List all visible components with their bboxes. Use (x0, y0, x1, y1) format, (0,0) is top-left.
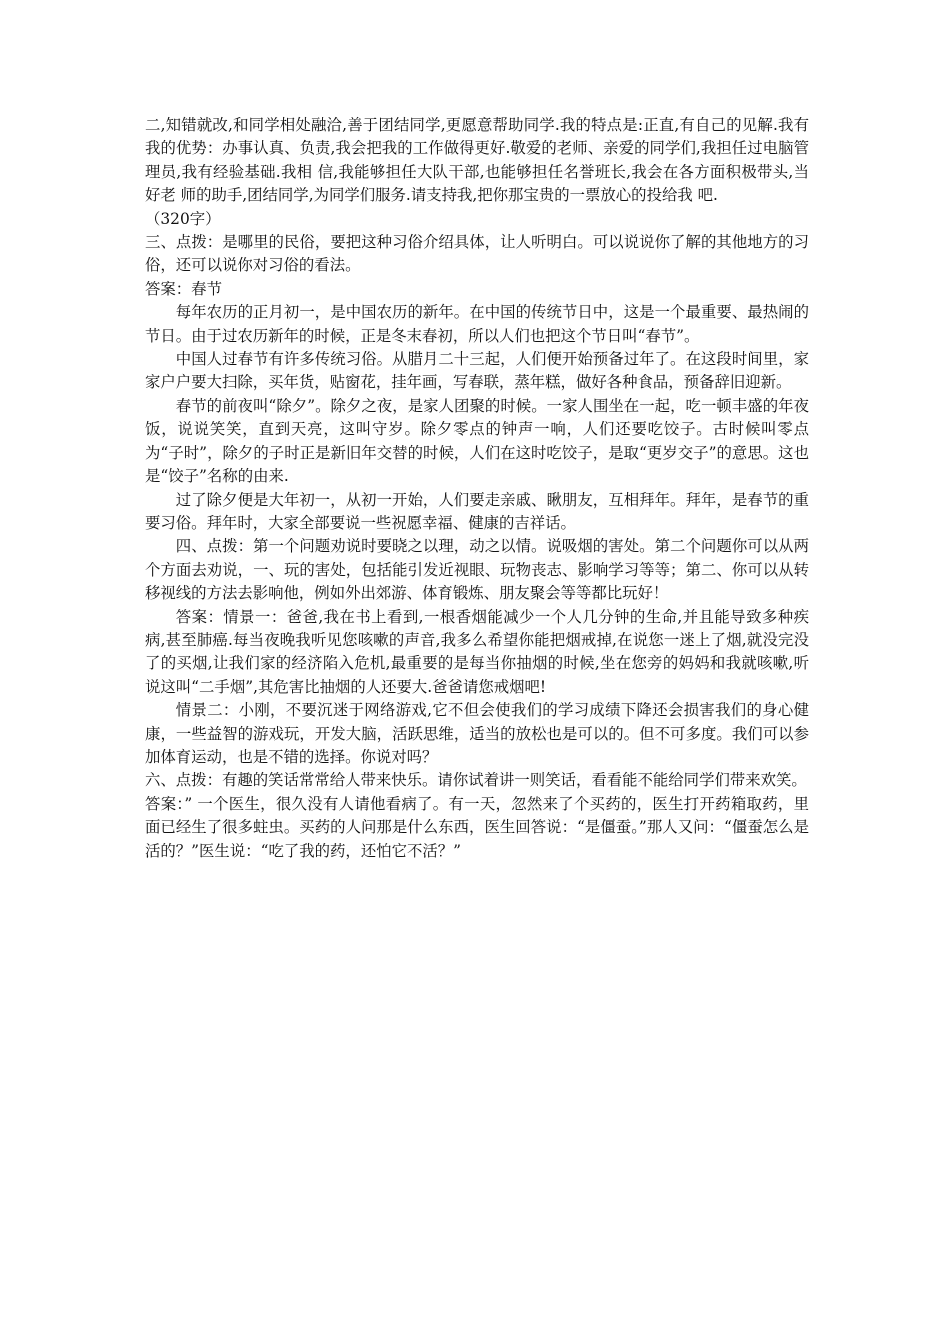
paragraph-8: 过了除夕便是大年初一，从初一开始，人们要走亲戚、瞅朋友，互相拜年。拜年，是春节的重要习俗。拜年时，大家全部要说一些祝愿幸福、健康的吉祥话。 (145, 490, 809, 532)
paragraph-7: 春节的前夜叫“除夕”。除夕之夜，是家人团聚的时候。一家人围坐在一起，吃一顿丰盛的年夜饭，说说笑笑，直到天亮，这叫守岁。除夕零点的钟声一响，人们还要吃饺子。古时候叫零点为“子时”，除夕的子时正是新旧年交替的时候，人们在这时吃饺子，是取“更岁交子”的意思。这也是“饺子”名称的由来. (145, 396, 809, 486)
paragraph-2: （320字） (145, 209, 221, 228)
paragraph-4: 答案：春节 (145, 279, 222, 298)
paragraph-6: 中国人过春节有许多传统习俗。从腊月二十三起，人们便开始预备过年了。在这段时间里，家家户户要大扫除，买年货，贴窗花，挂年画，写春联，蒸年糕，做好各种食品，预备辞旧迎新。 (145, 350, 809, 392)
paragraph-13: 答案：” 一个医生，很久没有人请他看病了。有一天，忽然来了个买药的，医生打开药箱取药，里面已经生了很多蛀虫。买药的人问那是什么东西，医生回答说：“是僵蚕。”那人又问：“僵蚕怎么是活的？”医生说：“吃了我的药，还怕它不活？” (145, 794, 809, 860)
paragraph-3: 三、点拨：是哪里的民俗，要把这种习俗介绍具体，让人听明白。可以说说你了解的其他地方的习俗，还可以说你对习俗的看法。 (145, 233, 809, 275)
paragraph-9: 四、点拨：第一个问题劝说时要晓之以理，动之以情。说吸烟的害处。第二个问题你可以从两个方面去劝说，一、玩的害处，包括能引发近视眼、玩物丧志、影响学习等等；第二、你可以从转移视线的方法去影响他，例如外出郊游、体育锻炼、朋友聚会等等都比玩好！ (145, 537, 809, 603)
paragraph-12: 六、点拨：有趣的笑话常常给人带来快乐。请你试着讲一则笑话，看看能不能给同学们带来欢笑。 (145, 771, 807, 790)
paragraph-11: 情景二：小刚，不要沉迷于网络游戏,它不但会使我们的学习成绩下降还会损害我们的身心健康，一些益智的游戏玩，开发大脑，活跃思维，适当的放松也是可以的。但不可多度。我们可以参加体育运动，也是不错的选择。你说对吗？ (145, 701, 809, 766)
paragraph-5: 每年农历的正月初一，是中国农历的新年。在中国的传统节日中，这是一个最重要、最热闹的节日。由于过农历新年的时候，正是冬末春初，所以人们也把这个节日叫“春节”。 (145, 303, 809, 345)
document-body (145, 114, 809, 863)
paragraph-1: 二,知错就改,和同学相处融洽,善于团结同学,更愿意帮助同学.我的特点是:正直,有自己的见解.我有我的优势：办事认真、负责,我会把我的工作做得更好.敬爱的老师、亲爱的同学们,我担任过电脑管理员,我有经验基础.我相 信,我能够担任大队干部,也能够担任名誉班长,我会在各方面积极带头,当好老 师的助手,团结同学,为同学们服务.请支持我,把你那宝贵的一票放心的投给我 吧. (145, 116, 809, 205)
paragraph-10: 答案：情景一：爸爸,我在书上看到,一根香烟能减少一个人几分钟的生命,并且能导致多种疾病,甚至肺癌.每当夜晚我听见您咳嗽的声音,我多么希望你能把烟戒掉,在说您一迷上了烟,就没完没了的买烟,让我们家的经济陷入危机,最重要的是每当你抽烟的时候,坐在您旁的妈妈和我就咳嗽,听说这叫“二手烟”,其危害比抽烟的人还要大.爸爸请您戒烟吧! (145, 607, 809, 696)
